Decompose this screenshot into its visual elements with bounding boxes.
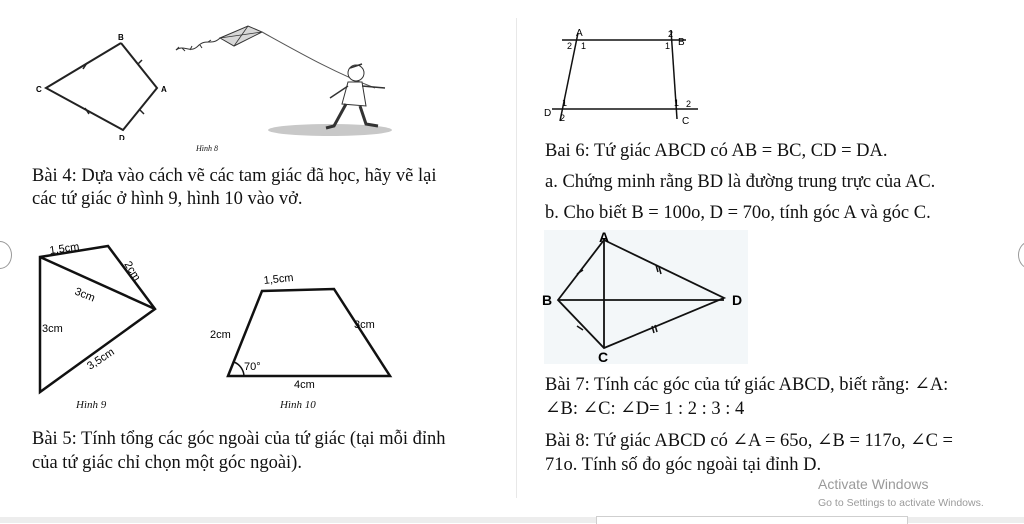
hinh10-label: Hình 10 [280,399,316,411]
fig9-label-diag: 3,5cm [85,346,117,373]
fig10-label-right: 3cm [354,319,375,331]
bai5-text-line1: Bài 5: Tính tổng các góc ngoài của tứ giác (tại mỗi đỉnh [32,429,446,449]
kite-abcd-label-a: A [599,230,610,245]
trapezoid-figure [540,25,700,130]
figure-9-quadrilateral [28,232,168,402]
kite-abcd-label-d: D [732,292,743,308]
figure-10-quadrilateral [200,268,400,388]
fig10-label-angle: 70° [244,361,261,373]
trap-angle-c2: 2 [686,99,692,109]
kite-label-b: B [118,33,124,42]
trap-angle-d2: 2 [560,113,566,123]
fig9-label-left: 3cm [42,323,63,335]
hinh8-label: Hình 8 [196,144,218,153]
activate-windows-subtitle: Go to Settings to activate Windows. [818,497,984,509]
activate-windows-title: Activate Windows [818,476,929,492]
bai4-text-line1: Bài 4: Dựa vào cách vẽ các tam giác đã học, hãy vẽ lại [32,166,437,186]
kite-abcd-figure [540,230,752,366]
kite-abcd-label-c: C [598,349,609,365]
bai6-text-line3: b. Cho biết B = 100o, D = 70o, tính góc A và góc C. [545,203,931,223]
trap-label-b: B [678,37,685,48]
fig10-label-bottom: 4cm [294,379,315,388]
kite-flying-illustration [170,18,400,143]
next-page-handle[interactable] [1018,241,1024,269]
bai7-text-line1: Bài 7: Tính các góc của tứ giác ABCD, biết rằng: ∠A: [545,375,949,395]
fig10-label-top: 1,5cm [263,271,295,287]
bai8-text-line1: Bài 8: Tứ giác ABCD có ∠A = 65o, ∠B = 117o, ∠C = [545,431,953,451]
trap-angle-d1: 1 [562,98,568,108]
previous-page-handle[interactable] [0,241,12,269]
bai7-text-line2: ∠B: ∠C: ∠D= 1 : 2 : 3 : 4 [545,399,745,419]
bai4-text-line2: các tứ giác ở hình 9, hình 10 vào vở. [32,189,303,209]
trap-angle-a2: 2 [567,41,573,51]
fig9-label-mid: 3cm [72,285,97,305]
fig9-label-top: 1,5cm [48,240,81,257]
trap-angle-b1: 1 [665,41,671,51]
hinh9-label: Hình 9 [76,399,107,411]
kite-label-a: A [161,85,167,94]
bai6-text-line1: Bai 6: Tứ giác ABCD có AB = BC, CD = DA. [545,141,888,161]
fig10-label-left: 2cm [210,329,231,341]
bai8-text-line2: 71o. Tính số đo góc ngoài tại đỉnh D. [545,455,822,475]
fig9-label-right: 2cm [121,259,143,284]
kite-abcd-label-b: B [542,292,553,308]
activate-windows-watermark [818,476,984,510]
kite-label-c: C [36,85,42,94]
bai5-text-line2: của tứ giác chỉ chọn một góc ngoài). [32,453,302,473]
column-divider [516,18,517,498]
trap-angle-a1: 1 [581,41,587,51]
trap-label-c: C [682,116,690,127]
trap-label-d: D [544,108,552,119]
trap-angle-c1: 1 [674,98,680,108]
kite-label-d: D [119,134,125,140]
bai6-text-line2: a. Chứng minh rằng BD là đường trung trực của AC. [545,172,936,192]
trap-label-a: A [576,28,583,39]
kite-quadrilateral-figure [30,28,175,140]
trap-angle-b2: 2 [668,29,674,39]
